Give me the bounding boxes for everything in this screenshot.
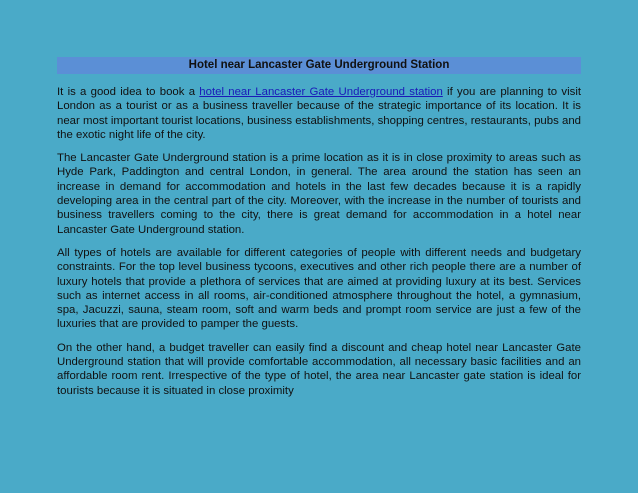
paragraph-1-text-after: if you are planning to visit London as a tourist or as a business traveller because of the strategic importance of its location. It is near most important tourist locations, business establishments, shopping centres, restaurants, pubs and the exotic night life of the city. [57,86,582,141]
paragraph-2: The Lancaster Gate Underground station is a prime location as it is in close proximity to areas such as Hyde Park, Paddington and central London, in general. The area around the station has seen an increase in demand for accommodation and hotels in the last few decades because it is a rapidly developing area in the central part of the city. Moreover, with the increase in the number of tourists and business travellers coming to the city, there is great demand for accommodation in a hotel near Lancaster Gate Underground station. [57,152,581,236]
document-page [57,57,581,407]
hotel-link[interactable]: hotel near Lancaster Gate Underground station [199,86,443,98]
paragraph-3: All types of hotels are available for different categories of people with different needs and budgetary constraints. For the top level business tycoons, executives and other rich people there are a number of luxury hotels that provide a plethora of services that are aimed at providing luxury at its best. Services such as internet access in all rooms, air-conditioned atmosphere throughout the hotel, a gymnasium, spa, Jacuzzi, sauna, steam room, soft and warm beds and prompt room service are just a few of the luxuries that are provided to pamper the guests. [57,246,581,331]
paragraph-4: On the other hand, a budget traveller can easily find a discount and cheap hotel near Lancaster Gate Underground station that will provide comfortable accommodation, all necessary basic facilities and an affordable room rent. Irrespective of the type of hotel, the area near Lancaster gate station is ideal for tourists because it is situated in close proximity [57,341,581,397]
paragraph-1 [57,85,581,142]
paragraph-1-text-before: It is a good idea to book a [57,86,200,98]
document-title: Hotel near Lancaster Gate Underground Station [57,57,581,74]
